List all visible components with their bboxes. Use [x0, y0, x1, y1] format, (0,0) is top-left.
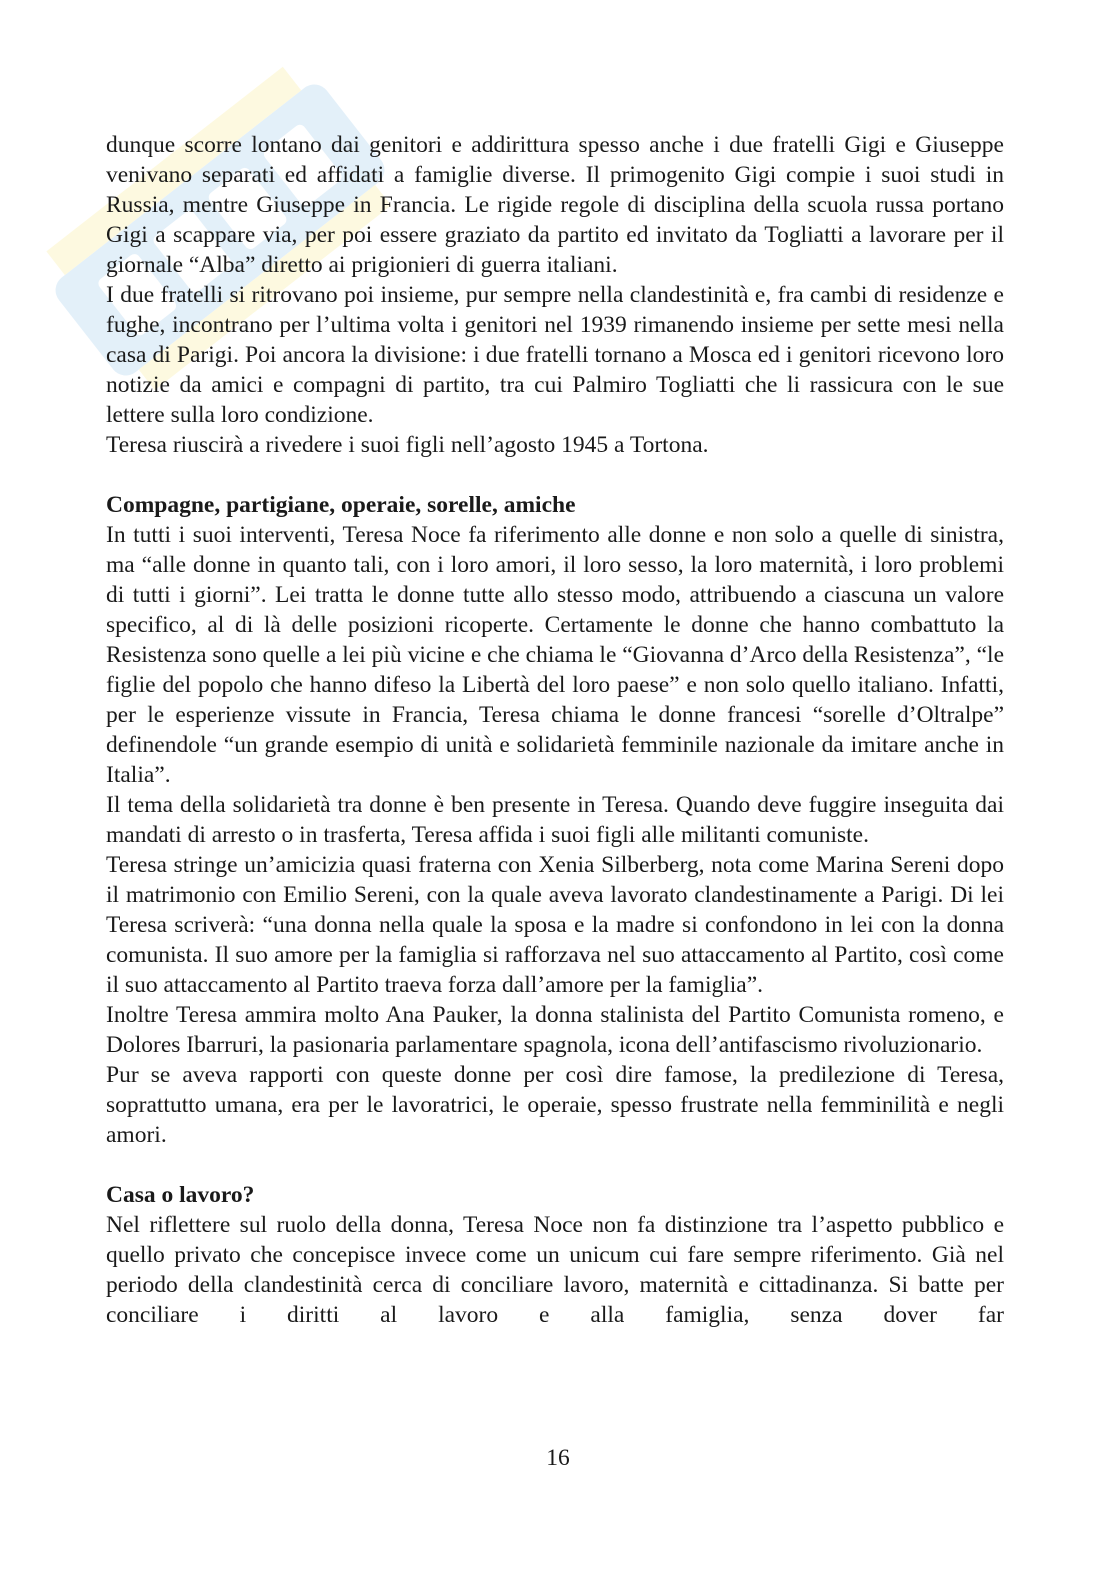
paragraph: Teresa riuscirà a rivedere i suoi figli nell’agosto 1945 a Tortona.	[106, 432, 709, 458]
section-spacer	[106, 1150, 1004, 1180]
page-number: 16	[546, 1445, 570, 1471]
paragraph: I due fratelli si ritrovano poi insieme, pur sempre nella clandestinità e, fra cambi di residenze e fughe, incontrano per l’ultima volta i genitori nel 1939 rimanendo insieme per sette mesi nella casa di Parigi. Poi ancora la divisione: i due fratelli tornano a Mosca ed i genitori ricevono loro notizie da amici e compagni di partito, tra cui Palmiro Togliatti che li rassicura con le sue lettere sulla loro condizione.	[106, 282, 1004, 428]
paragraph: Pur se aveva rapporti con queste donne per così dire famose, la predilezione di Teresa, soprattutto umana, era per le lavoratrici, le operaie, spesso frustrate nella femminilità e negli amori.	[106, 1062, 1004, 1148]
paragraph: Inoltre Teresa ammira molto Ana Pauker, la donna stalinista del Partito Comunista romeno, e Dolores Ibarruri, la pasionaria parlamentare spagnola, icona dell’antifascismo rivoluzionario.	[106, 1002, 1004, 1058]
paragraph: Teresa stringe un’amicizia quasi fraterna con Xenia Silberberg, nota come Marina Sereni dopo il matrimonio con Emilio Sereni, con la quale aveva lavorato clandestinamente a Parigi. Di lei Teresa scriverà: “una donna nella quale la sposa e la madre si confondono in lei con la donna comunista. Il suo amore per la famiglia si rafforzava nel suo attaccamento al Partito, così come il suo attaccamento al Partito traeva forza dall’amore per la famiglia”.	[106, 852, 1004, 998]
paragraph: In tutti i suoi interventi, Teresa Noce fa riferimento alle donne e non solo a quelle di sinistra, ma “alle donne in quanto tali, con i loro amori, il loro sesso, la loro maternità, i loro problemi di tutti i giorni”. Lei tratta le donne tutte allo stesso modo, attribuendo a ciascuna un valore specifico, al di là delle posizioni ricoperte. Certamente le donne che hanno combattuto la Resistenza sono quelle a lei più vicine e che chiama le “Giovanna d’Arco della Resistenza”, “le figlie del popolo che hanno difeso la Libertà del loro paese” e non solo quello italiano. Infatti, per le esperienze vissute in Francia, Teresa chiama le donne francesi “sorelle d’Oltralpe” definendole “un grande esempio di unità e solidarietà femminile nazionale da imitare anche in Italia”.	[106, 522, 1004, 788]
paragraph: Nel riflettere sul ruolo della donna, Teresa Noce non fa distinzione tra l’aspetto pubblico e quello privato che concepisce invece come un unicum cui fare sempre riferimento. Già nel periodo della clandestinità cerca di conciliare lavoro, maternità e cittadinanza. Si batte per conciliare i diritti al lavoro e alla famiglia, senza dover far	[106, 1212, 1004, 1328]
section-heading: Compagne, partigiane, operaie, sorelle, amiche	[106, 492, 576, 518]
section-heading: Casa o lavoro?	[106, 1182, 255, 1208]
paragraph: dunque scorre lontano dai genitori e addirittura spesso anche i due fratelli Gigi e Giuseppe venivano separati ed affidati a famiglie diverse. Il primogenito Gigi compie i suoi studi in Russia, mentre Giuseppe in Francia. Le rigide regole di disciplina della scuola russa portano Gigi a scappare via, per poi essere graziato da partito ed invitato da Togliatti a lavorare per il giornale “Alba” diretto ai prigionieri di guerra italiani.	[106, 132, 1004, 278]
section-spacer	[106, 460, 1004, 490]
paragraph: Il tema della solidarietà tra donne è ben presente in Teresa. Quando deve fuggire inseguita dai mandati di arresto o in trasferta, Teresa affida i suoi figli alle militanti comuniste.	[106, 792, 1004, 848]
document-page	[106, 130, 1004, 1330]
